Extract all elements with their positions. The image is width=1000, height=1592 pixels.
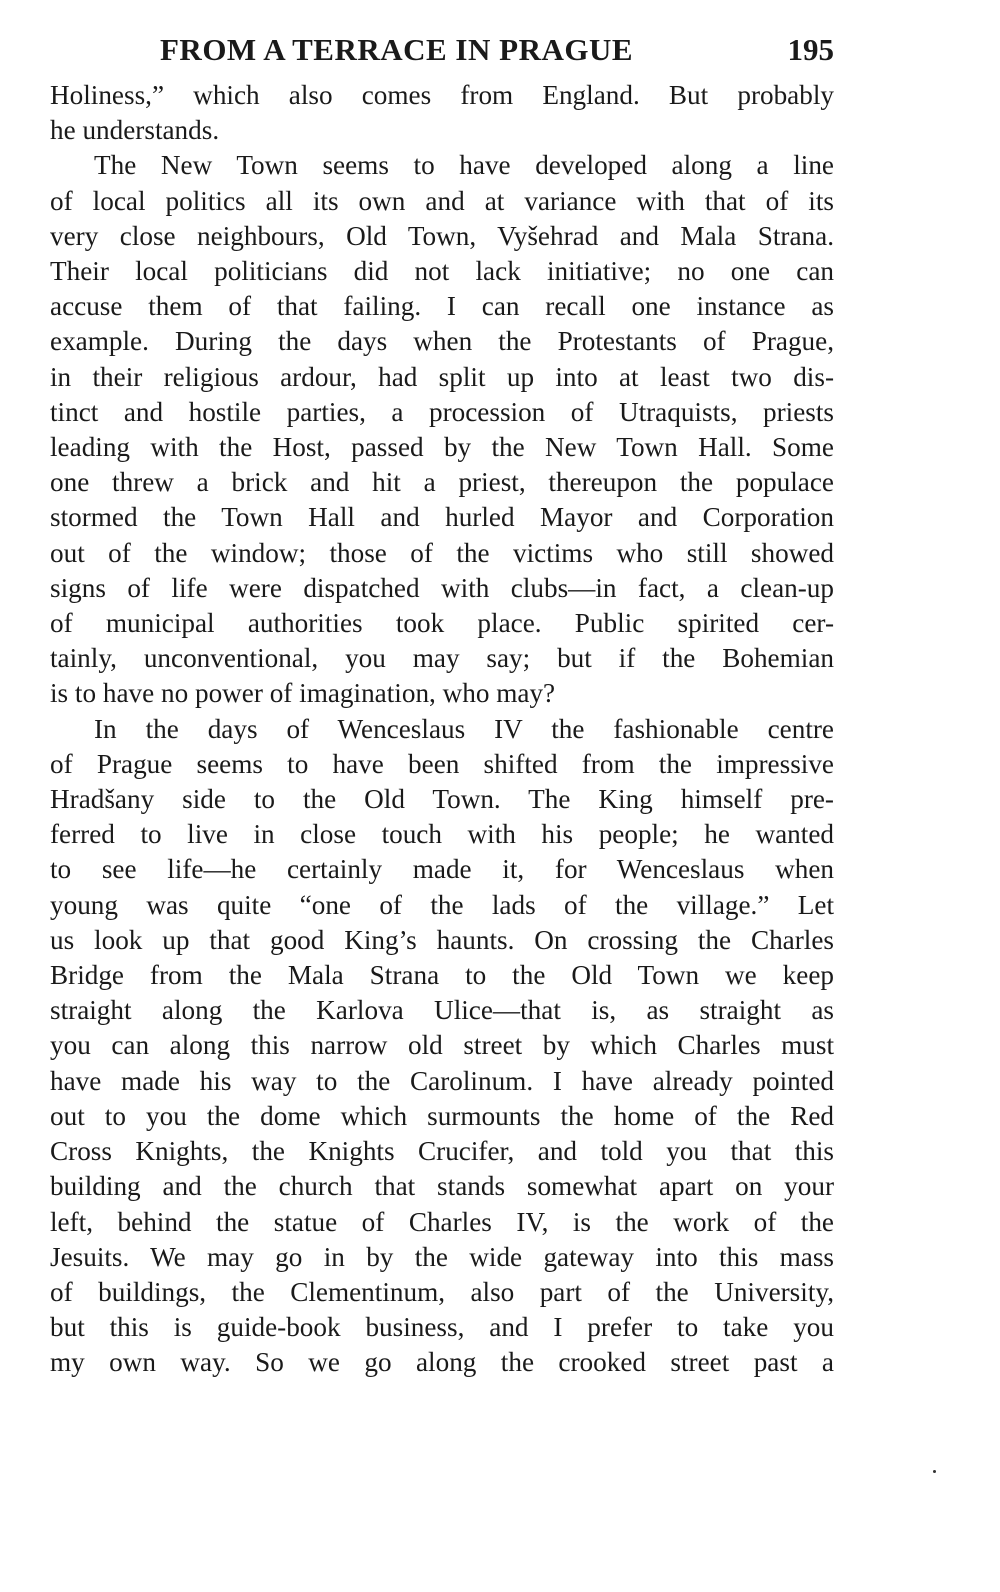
text-line: tinct and hostile parties, a procession of Utraquists, priests	[50, 396, 834, 427]
body-text	[50, 78, 834, 1381]
page-number: 195	[787, 32, 834, 67]
stray-ink-mark	[933, 1470, 936, 1473]
text-line: very close neighbours, Old Town, Vyšehrad and Mala Strana.	[50, 220, 834, 251]
text-line: out of the window; those of the victims who still showed	[50, 537, 834, 568]
text-line: stormed the Town Hall and hurled Mayor and Corporation	[50, 502, 834, 533]
running-title: FROM A TERRACE IN PRAGUE	[160, 32, 634, 67]
text-line: one threw a brick and hit a priest, thereupon the populace	[50, 467, 834, 498]
text-line: example. During the days when the Protestants of Prague,	[50, 326, 834, 357]
text-line: out to you the dome which surmounts the home of the Red	[50, 1100, 834, 1131]
text-line: to see life—he certainly made it, for Wenceslaus when	[50, 854, 834, 885]
paragraph	[50, 712, 834, 1381]
text-line: in their religious ardour, had split up into at least two dis-	[50, 361, 834, 392]
text-line: of buildings, the Clementinum, also part of the University,	[50, 1276, 834, 1307]
text-line: us look up that good King’s haunts. On crossing the Charles	[50, 924, 834, 955]
text-line: he understands.	[50, 115, 220, 146]
text-line: of Prague seems to have been shifted from the impressive	[50, 748, 834, 779]
text-line: Their local politicians did not lack initiative; no one can	[50, 256, 834, 287]
text-line: Bridge from the Mala Strana to the Old Town we keep	[50, 960, 834, 991]
text-line: The New Town seems to have developed along a line	[94, 150, 834, 181]
text-line: signs of life were dispatched with clubs—in fact, a clean-up	[50, 572, 834, 603]
text-line: In the days of Wenceslaus IV the fashionable centre	[94, 713, 834, 744]
text-line: but this is guide-book business, and I prefer to take you	[50, 1312, 834, 1343]
text-line: you can along this narrow old street by which Charles must	[50, 1030, 834, 1061]
page-header	[50, 30, 834, 78]
text-line: my own way. So we go along the crooked street past a	[50, 1347, 834, 1378]
text-line: building and the church that stands somewhat apart on your	[50, 1171, 834, 1202]
text-line: have made his way to the Carolinum. I have already pointed	[50, 1065, 834, 1096]
text-line: straight along the Karlova Ulice—that is, as straight as	[50, 995, 834, 1026]
paragraph	[50, 148, 834, 711]
paragraph	[50, 78, 834, 148]
text-line: of local politics all its own and at variance with that of its	[50, 185, 834, 216]
text-line: is to have no power of imagination, who may?	[50, 678, 556, 709]
text-line: ferred to live in close touch with his people; he wanted	[50, 819, 834, 850]
book-page	[50, 30, 834, 1381]
text-line: Holiness,” which also comes from England. But probably	[50, 80, 834, 110]
text-line: Hradšany side to the Old Town. The King himself pre-	[50, 784, 834, 815]
text-line: of municipal authorities took place. Public spirited cer-	[50, 608, 834, 639]
text-line: left, behind the statue of Charles IV, is the work of the	[50, 1206, 834, 1237]
text-line: young was quite “one of the lads of the village.” Let	[50, 889, 834, 920]
text-line: Cross Knights, the Knights Crucifer, and told you that this	[50, 1136, 834, 1167]
text-line: Jesuits. We may go in by the wide gateway into this mass	[50, 1241, 834, 1272]
text-line: leading with the Host, passed by the New Town Hall. Some	[50, 432, 834, 463]
text-line: tainly, unconventional, you may say; but if the Bohemian	[50, 643, 834, 674]
text-line: accuse them of that failing. I can recall one instance as	[50, 291, 834, 322]
